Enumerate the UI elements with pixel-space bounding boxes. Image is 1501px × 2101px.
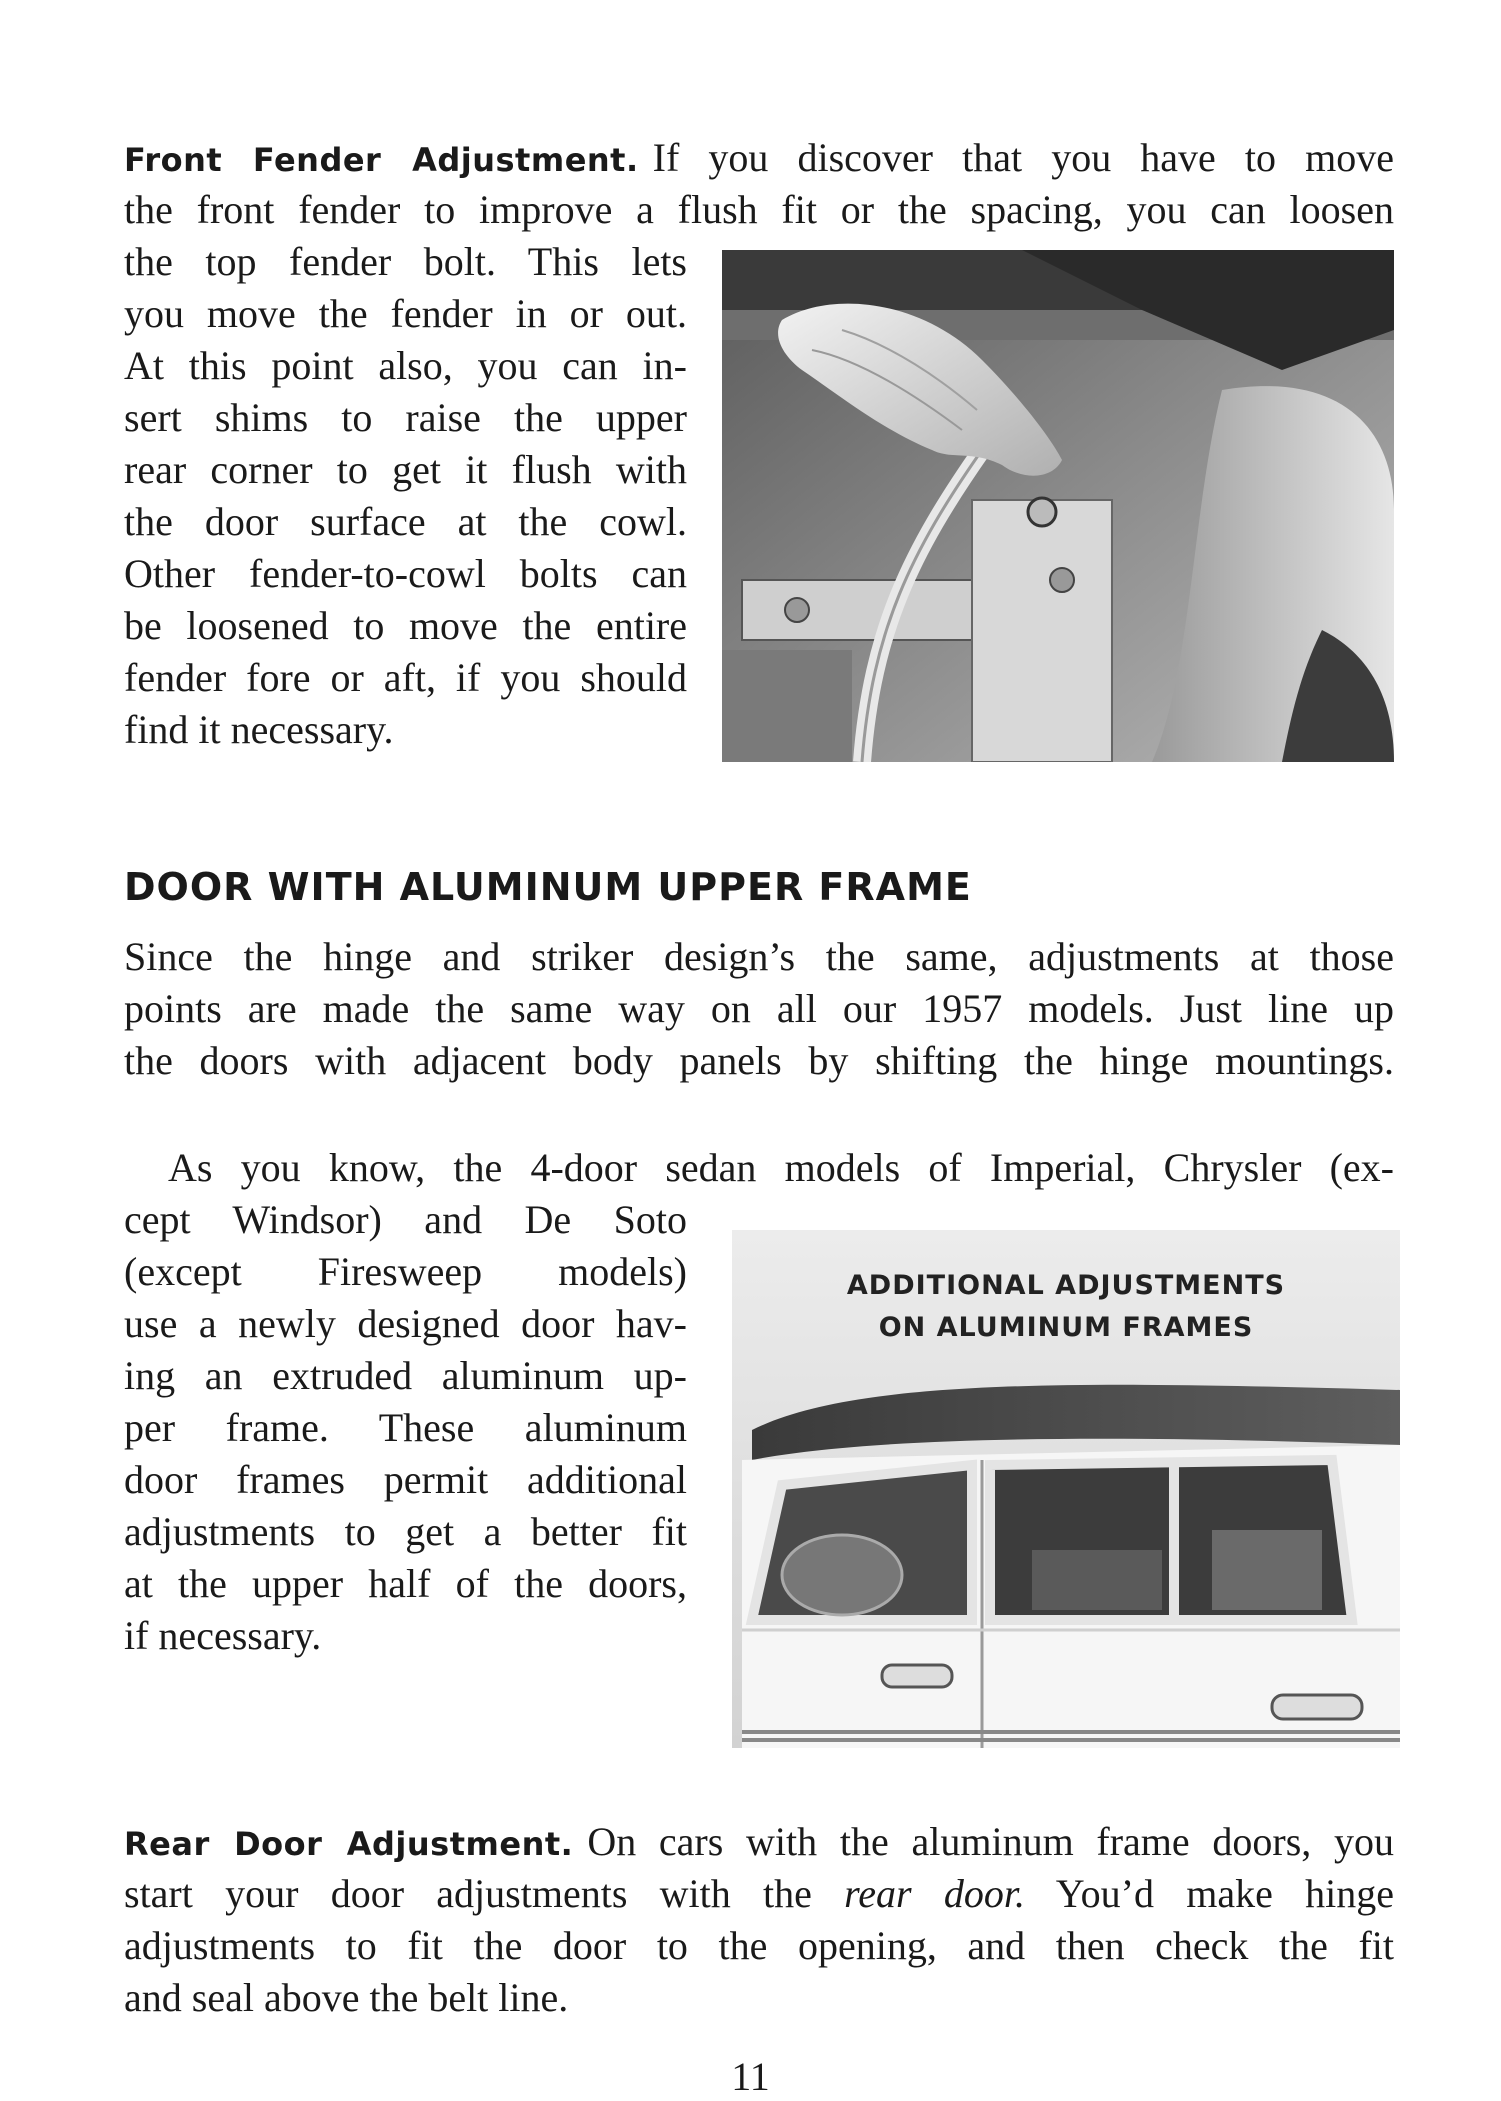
rear-door-runin-heading: Rear Door Adjustment. [124,1825,574,1863]
aluminum-paragraph-line-8: adjustments to get a better fit [124,1509,687,1554]
aluminum-paragraph-line-1: As you know, the 4-door sedan models of Imperial, Chrysler (ex- [168,1145,1394,1190]
rear-door-paragraph-line-2: start your door adjustments with the rear door. You’d make hinge [124,1871,1394,1916]
figure-caption-line-2: ON ALUMINUM FRAMES [878,1312,1254,1343]
hinge-paragraph-line-3: the doors with adjacent body panels by shifting the hinge mountings. [124,1038,1394,1083]
aluminum-door-photo [732,1230,1400,1748]
front-fender-paragraph-line-1: Front Fender Adjustment. If you discover that you have to move [124,135,1394,180]
front-fender-paragraph-line-11: fender fore or aft, if you should [124,655,687,700]
aluminum-paragraph-line-10: if necessary. [124,1613,322,1658]
front-fender-paragraph-line-5: At this point also, you can in- [124,343,687,388]
aluminum-paragraph-line-3: (except Firesweep models) [124,1249,687,1294]
front-fender-paragraph-line-10: be loosened to move the entire [124,603,687,648]
front-fender-paragraph-line-3: the top fender bolt. This lets [124,239,687,284]
aluminum-paragraph-line-2: cept Windsor) and De Soto [124,1197,687,1242]
rear-door-paragraph-line-4: and seal above the belt line. [124,1975,569,2020]
figure-caption-line-1: ADDITIONAL ADJUSTMENTS [846,1270,1286,1301]
page-number: 11 [731,2054,770,2099]
front-fender-paragraph-line-4: you move the fender in or out. [124,291,687,336]
front-fender-paragraph-line-12: find it necessary. [124,707,394,752]
aluminum-paragraph-line-7: door frames permit additional [124,1457,687,1502]
section-heading: DOOR WITH ALUMINUM UPPER FRAME [124,865,972,909]
fender-bolt-photo [722,250,1394,762]
hinge-paragraph-line-1: Since the hinge and striker design’s the same, adjustments at those [124,934,1394,979]
front-fender-paragraph-line-7: rear corner to get it flush with [124,447,687,492]
aluminum-paragraph-line-5: ing an extruded aluminum up- [124,1353,687,1398]
front-fender-paragraph-line-6: sert shims to raise the upper [124,395,687,440]
rear-door-paragraph-line-1: Rear Door Adjustment. On cars with the aluminum frame doors, you [124,1819,1394,1864]
aluminum-paragraph-line-4: use a newly designed door hav- [124,1301,687,1346]
hinge-paragraph-line-2: points are made the same way on all our 1957 models. Just line up [124,986,1394,1031]
front-fender-paragraph-line-9: Other fender-to-cowl bolts can [124,551,687,596]
front-fender-runin-heading: Front Fender Adjustment. [124,141,639,179]
aluminum-paragraph-line-6: per frame. These aluminum [124,1405,687,1450]
rear-door-emphasis: rear door. [844,1871,1025,1916]
front-fender-paragraph-line-8: the door surface at the cowl. [124,499,687,544]
rear-door-paragraph-line-3: adjustments to fit the door to the opening, and then check the fit [124,1923,1394,1968]
front-fender-paragraph-line-2: the front fender to improve a flush fit or the spacing, you can loosen [124,187,1394,232]
aluminum-paragraph-line-9: at the upper half of the doors, [124,1561,687,1606]
